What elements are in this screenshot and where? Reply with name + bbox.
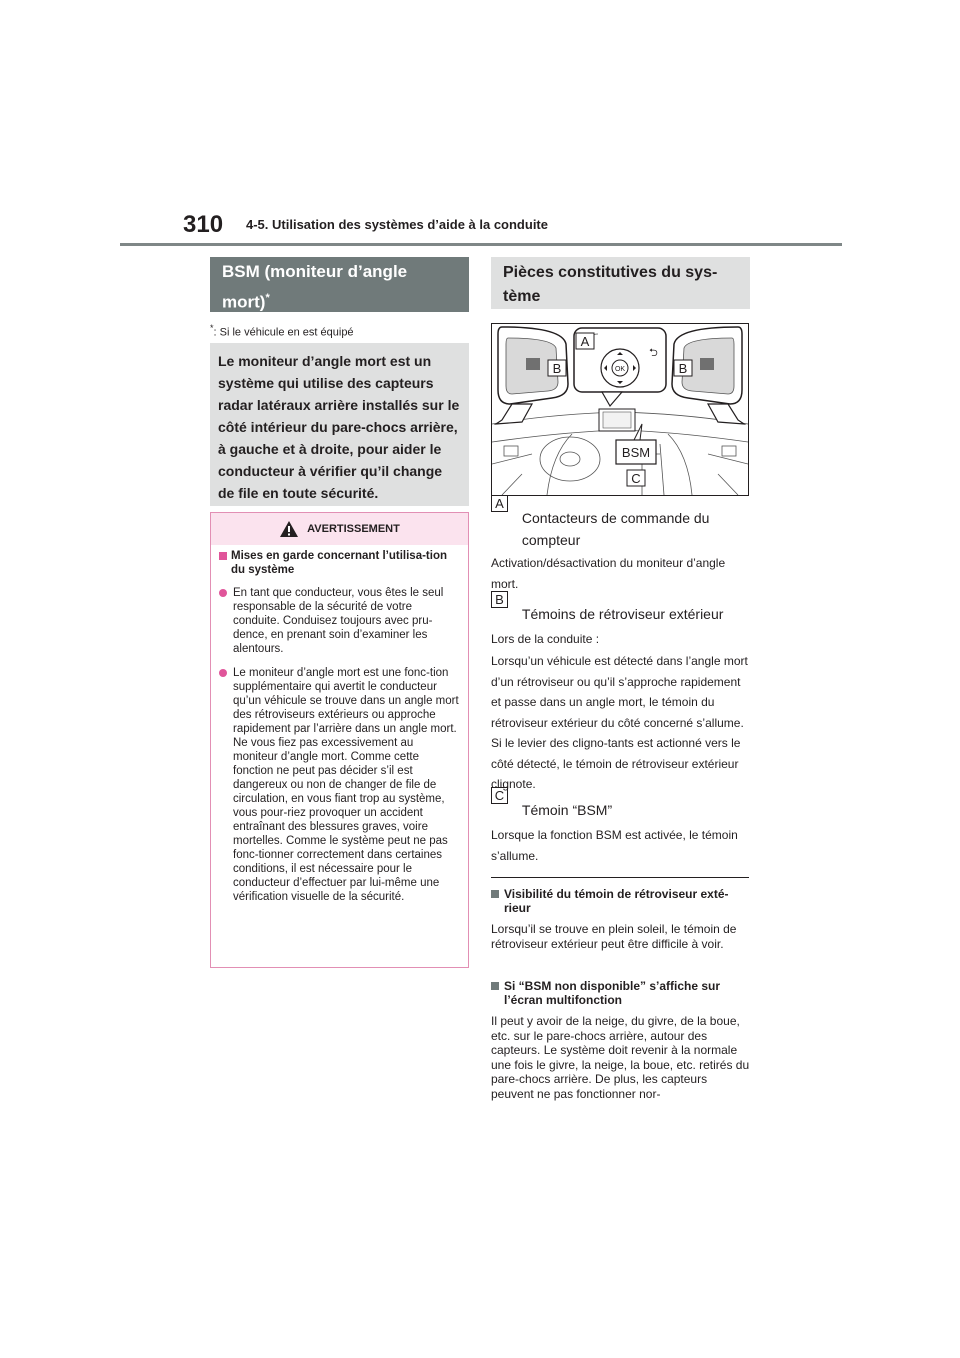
warning-bullet-text: Le moniteur d’angle mort est une fonc-tion supplémentaire qui avertit le conducteur qu’un véhicule se trouve dans un angle mort des rétroviseurs extérieurs ou approche rapidement par l’arrière dans un angle mort. Ne vous fiez pas excessivement au moniteur d’angle mort. Comme cette fonction ne peut pas décider s’il est dangereux ou non de changer de file de circulation, en vous fiant trop au système, vous pour-riez provoquer un accident entraînant des blessures graves, voire mortelles. Comme le système peut ne pas fonc-tionner correctement dans certaines conditions, il est nécessaire pour le conducteur d’effectuer par lui-même une vérification visuelle de la sécurité. xyxy=(233,667,459,903)
ok-text: OK xyxy=(614,366,626,373)
footnote-mark: * xyxy=(210,323,214,333)
note-visibility-heading-text: Visibilité du témoin de rétroviseur exté-rieur xyxy=(504,887,729,915)
note-visibility-text: Lorsqu’il se trouve en plein soleil, le témoin de rétroviseur extérieur peut être difficile à voir. xyxy=(491,922,737,951)
bsm-mirror-indicator-icon xyxy=(526,358,540,370)
note-unavailable-heading-text: Si “BSM non disponible” s’affiche sur l’écran multifonction xyxy=(504,979,721,1007)
warning-subheading-text: Mises en garde concernant l’utilisa-tion du système xyxy=(231,550,447,576)
part-a-title xyxy=(491,496,752,551)
warning-triangle-icon xyxy=(279,520,299,538)
separator-rule xyxy=(491,877,749,878)
part-b-letter: B xyxy=(491,591,508,608)
diagram-label-b-left: B xyxy=(552,361,562,376)
note-unavailable-heading xyxy=(491,979,753,1007)
parts-section-heading: Pièces constitutives du sys-tème xyxy=(491,257,750,309)
pink-bullet-icon xyxy=(219,669,227,677)
part-a-description: Activation/désactivation du moniteur d’angle mort. xyxy=(491,556,726,591)
warning-subheading xyxy=(219,549,460,577)
part-a-letter: A xyxy=(491,495,508,512)
warning-bullet xyxy=(219,586,460,656)
footnote-text: : Si le véhicule en est équipé xyxy=(213,326,354,339)
dashboard-illustration xyxy=(492,324,748,495)
part-c-title-text: Témoin “BSM” xyxy=(521,802,613,818)
grey-square-icon xyxy=(491,982,499,990)
warning-bullet-text: En tant que conducteur, vous êtes le seul responsable de la sécurité de votre conduite. Conduisez toujours avec pru-dence, en prenant soin d’examiner les alentours. xyxy=(233,587,444,655)
note-unavailable-text: Il peut y avoir de la neige, du givre, de la boue, etc. sur le pare-chocs arrière, autour des capteurs. Le système doit revenir à la normale une fois le givre, la neige, la boue, etc. retirés du pare-chocs arrière. De plus, les capteurs peuvent ne pas fonctionner nor- xyxy=(491,1014,750,1101)
bsm-mirror-indicator-icon xyxy=(700,358,714,370)
pink-square-icon xyxy=(219,552,227,560)
part-b-description-line1: Lors de la conduite : xyxy=(491,632,600,646)
grey-square-icon xyxy=(491,890,499,898)
section-title: 4-5. Utilisation des systèmes d’aide à la conduite xyxy=(246,217,548,232)
part-b-title xyxy=(491,592,724,625)
diagram-label-c: C xyxy=(631,471,641,486)
warning-bullet xyxy=(219,666,460,904)
page-number: 310 xyxy=(183,211,224,238)
diagram-label-b-right: B xyxy=(678,361,688,376)
bsm-heading-text: BSM (moniteur d’angle mort) xyxy=(222,262,408,312)
bsm-heading-mark: * xyxy=(265,292,270,304)
warning-header xyxy=(211,513,468,545)
diagram-label-a: A xyxy=(580,334,590,349)
header-rule xyxy=(120,243,842,246)
note-visibility-heading xyxy=(491,887,753,915)
part-c-letter: C xyxy=(491,787,508,804)
warning-box xyxy=(210,512,469,968)
part-c-description: Lorsque la fonction BSM est activée, le témoin s’allume. xyxy=(491,828,738,863)
bsm-section-heading xyxy=(210,257,469,312)
intro-box: Le moniteur d’angle mort est un système qui utilise des capteurs radar latéraux arrière installés sur le côté intérieur du pare-chocs arrière, à gauche et à droite, pour aider le conducteur à vérifier qu’il change de file en toute sécurité. xyxy=(210,343,469,506)
return-icon: ⮌ xyxy=(649,346,658,359)
part-a-title-text: Contacteurs de commande du compteur xyxy=(521,510,710,548)
pink-bullet-icon xyxy=(219,589,227,597)
footnote xyxy=(210,323,354,339)
part-b-title-text: Témoins de rétroviseur extérieur xyxy=(521,606,724,622)
part-c-title xyxy=(491,788,613,821)
warning-content xyxy=(211,545,468,904)
part-b-description: Lorsqu’un véhicule est détecté dans l’angle mort d’un rétroviseur ou qu’il s’approche rapidement et passe dans un angle mort, le témoin du rétroviseur extérieur du côté concerné s’allume. Si le levier des cligno-tants est actionné vers le côté détecté, le témoin de rétroviseur extérieur clignote. xyxy=(491,654,748,791)
bsm-text: BSM xyxy=(621,445,651,460)
warning-label: AVERTISSEMENT xyxy=(307,523,400,535)
dashboard-diagram xyxy=(491,323,749,496)
